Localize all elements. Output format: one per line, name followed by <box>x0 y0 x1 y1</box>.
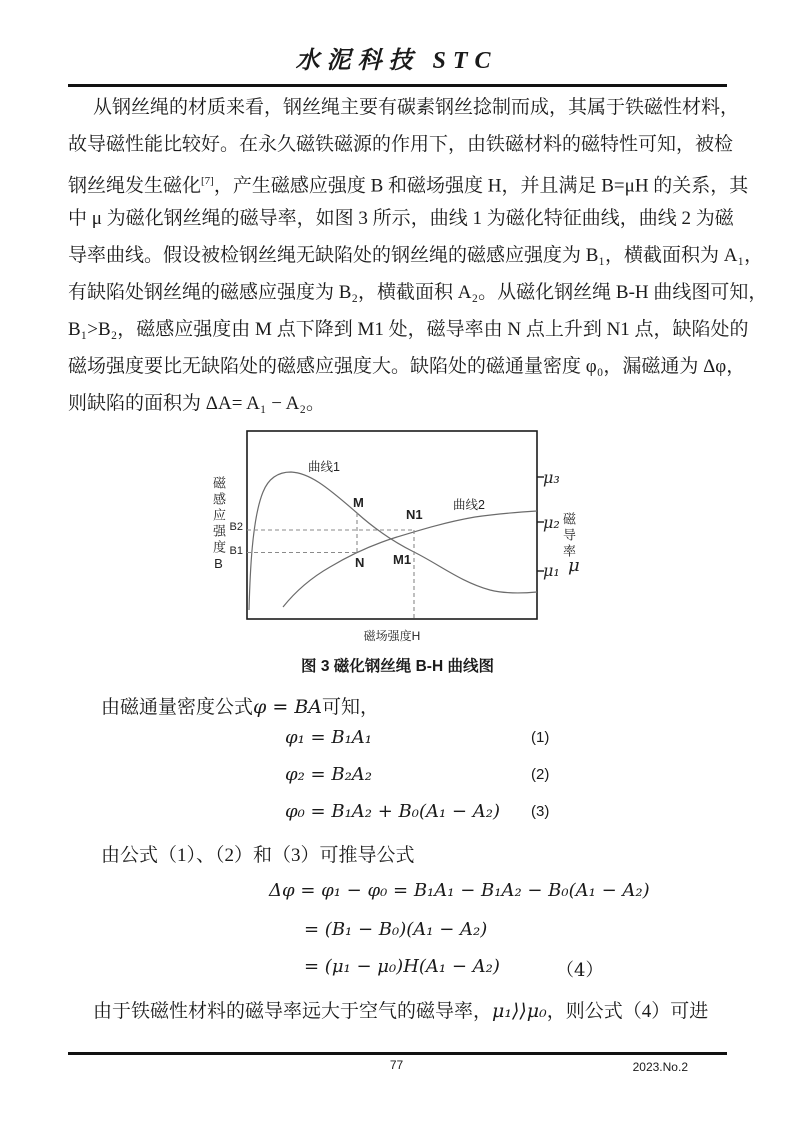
equation-1: φ₁ = B₁A₁ <box>285 727 373 748</box>
body-line: 则缺陷的面积为 ΔA= A₁ − A₂。 <box>68 393 325 414</box>
b1-tick-label: B1 <box>229 545 243 557</box>
derivation-line-1: Δφ = φ₁ − φ₀ = B₁A₁ − B₁A₂ − B₀(A₁ − A₂) <box>269 880 650 901</box>
equation-1-number: (1) <box>531 729 550 746</box>
curve1-label: 曲线1 <box>308 460 340 474</box>
flux-intro-math: φ = BA <box>253 696 323 718</box>
mu1-tick-label: μ₁ <box>543 561 560 580</box>
bh-curve-figure <box>205 424 595 659</box>
right-axis-symbol: μ <box>568 555 580 576</box>
body-line-text: ，产生磁感应强度 B 和磁场强度 H，并且满足 B=μH 的关系，其 <box>213 175 749 197</box>
point-label-N: N <box>355 555 365 570</box>
bh-curve-plot <box>205 424 595 649</box>
x-axis-title: 磁场强度H <box>363 629 421 643</box>
left-axis-symbol: B <box>211 556 226 574</box>
body-line: 故导磁性能比较好。在永久磁铁磁源的作用下，由铁磁材料的磁特性可知，被检 <box>68 134 734 155</box>
body-line-text: 钢丝绳发生磁化 <box>68 175 202 197</box>
body-line: 从钢丝绳的材质来看，钢丝绳主要有碳素钢丝捻制而成，其属于铁磁性材料， <box>93 97 740 118</box>
closing-post: ，则公式（4）可进 <box>546 1001 709 1022</box>
flux-intro-line <box>101 692 379 719</box>
equation-4-number: （4） <box>556 960 604 981</box>
body-line <box>68 163 749 200</box>
point-label-N1: N1 <box>406 507 423 522</box>
page-number: 77 <box>389 1058 404 1072</box>
closing-math: μ₁⟩⟩μ₀ <box>492 1000 547 1022</box>
issue-number: 2023.No.2 <box>632 1060 688 1074</box>
figure-caption: 图 3 磁化钢丝绳 B-H 曲线图 <box>301 658 494 675</box>
curve1-magnetization <box>249 472 537 610</box>
equation-2-number: (2) <box>531 766 550 783</box>
mu2-tick-label: μ₂ <box>543 513 560 532</box>
derivation-line-3: = (μ₁ − μ₀)H(A₁ − A₂) <box>304 956 500 977</box>
derivation-intro: 由公式（1）、（2）和（3）可推导公式 <box>101 845 415 866</box>
journal-title: 水泥科技 STC <box>295 48 498 74</box>
point-label-M1: M1 <box>393 552 412 567</box>
equation-3: φ₀ = B₁A₂ + B₀(A₁ − A₂) <box>285 801 500 822</box>
derivation-line-2: = (B₁ − B₀)(A₁ − A₂) <box>304 919 488 940</box>
b2-tick-label: B2 <box>229 521 243 533</box>
right-axis-title: 磁导率 <box>561 512 576 560</box>
left-axis-label: 磁感应强度 <box>211 476 226 556</box>
citation-marker: [7] <box>201 175 214 187</box>
closing-pre: 由于铁磁性材料的磁导率远大于空气的磁导率， <box>93 1001 493 1022</box>
closing-line <box>93 996 708 1023</box>
header-rule <box>68 84 727 87</box>
left-axis-title <box>210 476 226 586</box>
body-line: 磁场强度要比无缺陷处的磁感应强度大。缺陷处的磁通量密度 φ₀，漏磁通为 Δφ， <box>68 356 746 377</box>
curve2-label: 曲线2 <box>453 498 485 512</box>
mu3-tick-label: μ₃ <box>543 468 560 487</box>
body-line: 导率曲线。假设被检钢丝绳无缺陷处的钢丝绳的磁感应强度为 B₁，横截面积为 A₁， <box>68 245 764 266</box>
footer-rule <box>68 1052 727 1055</box>
body-paragraph <box>68 89 768 422</box>
flux-intro-pre: 由磁通量密度公式 <box>101 697 254 718</box>
equation-2: φ₂ = B₂A₂ <box>285 764 373 785</box>
body-line: 中 μ 为磁化钢丝绳的磁导率，如图 3 所示，曲线 1 为磁化特征曲线，曲线 2 为磁 <box>68 208 734 229</box>
equation-3-number: (3) <box>531 803 550 820</box>
flux-intro-post: 可知， <box>322 697 380 718</box>
body-line: 有缺陷处钢丝绳的磁感应强度为 B₂，横截面积 A₂。从磁化钢丝绳 B-H 曲线图可知， <box>68 282 768 303</box>
point-label-M: M <box>353 495 364 510</box>
body-line: B₁>B₂，磁感应强度由 M 点下降到 M1 处，磁导率由 N 点上升到 N1 点，缺陷处的 <box>68 319 749 340</box>
